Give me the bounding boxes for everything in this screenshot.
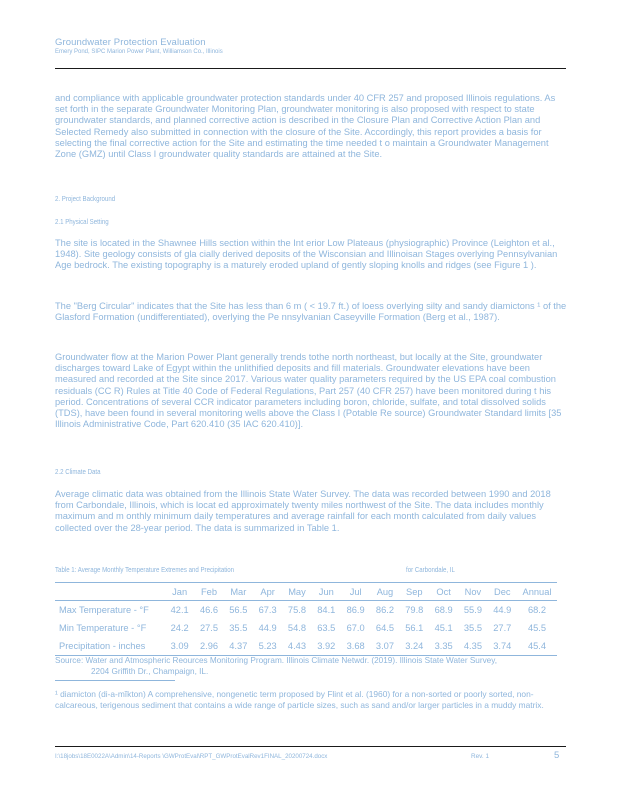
table-cell: 27.7 [493, 623, 512, 633]
physical-setting-text-3: Groundwater flow at the Marion Power Plant generally trends tothe north northeast, but locally at the Site, groundwater discharges toward Lake of Egypt within the unlithified deposits and fill materials. Groundwater elevations have been measured and recorded at the Site since 2017. Various water quality parameters required by the US EPA coal combustion residuals (CC R) Rules at Title 40 Code of Federal Regulations, Part 257 (40 CFR 257) have been monitored during t his period. Concentrations of several CCR indicator parameters including boron, chloride, sulfate, and total dissolved solids (TDS), have been found in several monitoring wells above the Class I (Potable Re source) Groundwater Standard limits [35 Illinois Administrative Code, Part 620.410 (35 IAC 620.410)]. [55, 352, 562, 430]
table-cell: 4.35 [458, 637, 487, 656]
header-divider [55, 68, 566, 69]
table-cell: 67.0 [346, 623, 365, 633]
table-header-cell: Jun [312, 583, 341, 601]
table-cell: 35.5 [229, 623, 248, 633]
footnote: ¹ diamicton (di-a-mĭkton) A comprehensive, nongenetic term proposed by Flint et al. (1960) for a non-sorted or poorly sorted, non-calcareous, terigenous sediment that contains a wide range of particle sizes, such as sand and/or larger particles in a muddy matrix. [55, 689, 544, 711]
intro-paragraph-text: and compliance with applicable groundwater protection standards under 40 CFR 257 and proposed Illinois regulations. As set forth in the separate Groundwater Monitoring Plan, groundwater monitoring is also proposed with respect to state groundwater standards, and planned corrective action is described in the Closure Plan and Corrective Action Plan and Selected Remedy also submitted in connection with the closure of the Site. Accordingly, this report provides a basis for selecting the final corrective action for the Site and estimating the time needed t o maintain a Groundwater Management Zone (GMZ) until Class I groundwater quality standards are attained at the Site. [55, 93, 556, 160]
table-cell: 45.4 [517, 637, 557, 656]
table-cell: 44.9 [258, 623, 277, 633]
table-cell: 84.1 [317, 605, 336, 615]
table-cell: 55.9 [463, 605, 482, 615]
table-header-row [55, 583, 557, 601]
physical-setting-paragraph-2 [55, 301, 570, 323]
table-cell: 42.1 [170, 605, 189, 615]
physical-setting-text-1: The site is located in the Shawnee Hills section within the Int erior Low Plateaus (physiographic) Province (Leighton et al., 1948). Site geology consists of gla cially derived deposits of the Wisconsian and Illinoisan Stages overlying Pennsylvanian Age bedrock. The existing topography is a maturely eroded upland of gently sloping knolls and ridges (see Figure 1 ). [55, 238, 558, 271]
table-cell: 56.5 [229, 605, 248, 615]
table-cell: 2.96 [194, 637, 223, 656]
table-header-cell: Mar [224, 583, 253, 601]
table-cell: 5.23 [253, 637, 282, 656]
table-cell: 4.43 [282, 637, 311, 656]
table-cell: 86.9 [346, 605, 365, 615]
table-cell: 54.8 [287, 623, 307, 633]
table-cell: 45.1 [434, 623, 453, 633]
table-caption-title: Table 1: Average Monthly Temperature Extremes and Precipitation [55, 565, 235, 574]
table-row [55, 601, 557, 620]
physical-setting-paragraph-1 [55, 238, 570, 272]
table-header-cell: Nov [458, 583, 487, 601]
section-heading-climate-data: 2.2 Climate Data [55, 467, 101, 476]
table-header-cell: Jan [165, 583, 194, 601]
table-cell: 46.6 [199, 605, 219, 615]
climate-paragraph [55, 489, 570, 534]
physical-setting-text-2: The "Berg Circular" indicates that the Site has less than 6 m ( < 19.7 ft.) of loess overlying silty and sandy diamictons ¹ of the Glasford Formation (undifferentiated), overlying the Pe nnsylvanian Caseyville Formation (Berg et al., 1987). [55, 301, 567, 323]
source-line-2: 2204 Griffith Dr., Champaign, IL. [91, 666, 209, 676]
footer-divider [55, 746, 566, 747]
table-row [55, 637, 557, 656]
climate-table [55, 582, 557, 656]
table-header-cell: Aug [370, 583, 399, 601]
table-header-cell: Apr [253, 583, 282, 601]
footer-revision: Rev. 1 [471, 753, 489, 760]
table-cell: 56.1 [405, 623, 424, 633]
table-header-cell [55, 583, 165, 601]
table-header-cell: Dec [488, 583, 517, 601]
table-cell: 4.37 [224, 637, 253, 656]
table-cell: 64.5 [375, 623, 395, 633]
footer-file-path: I:\18jobs\18E0022A\Admin\14-Reports \GWProtEval\RPT_GWProtEvalRev1FINAL_20200724.docx [55, 753, 328, 760]
table-row [55, 619, 557, 637]
footnote-divider [55, 680, 175, 681]
table-cell: 3.92 [312, 637, 341, 656]
header-subtitle: Emery Pond, SIPC Marion Power Plant, Williamson Co., Illinois [55, 49, 223, 55]
table-cell: 27.5 [199, 623, 219, 633]
source-line-1: Source: Water and Atmospheric Reources Monitoring Program. Illinois Climate Netwdr. (2019). Illinois State Water Survey, [55, 656, 497, 665]
table-cell: 67.3 [258, 605, 277, 615]
table-cell: 3.68 [341, 637, 370, 656]
table-header-cell: Jul [341, 583, 370, 601]
table-cell: 24.2 [170, 623, 189, 633]
table-cell: 75.8 [287, 605, 307, 615]
section-heading-project-background: 2. Project Background [55, 194, 116, 203]
table-cell: 68.2 [527, 605, 547, 615]
table-header-cell: Feb [194, 583, 223, 601]
row-label: Max Temperature - °F [59, 605, 149, 615]
section-heading-physical-setting: 2.1 Physical Setting [55, 217, 109, 226]
table-source-note [55, 656, 575, 677]
climate-paragraph-text: Average climatic data was obtained from the Illinois State Water Survey. The data was recorded between 1990 and 2018 from Carbondale, Illinois, which is locat ed approximately twenty miles northwest of the Site. The data includes monthly maximum and m onthly minimum daily temperatures and average rainfall for each month calculated from daily values collected over the 28-year period. The data is summarized in Table 1. [55, 489, 551, 533]
table-cell: 79.8 [405, 605, 424, 615]
table-cell: 3.74 [488, 637, 517, 656]
table-cell: 63.5 [317, 623, 336, 633]
row-label: Min Temperature - °F [59, 623, 147, 633]
table-cell: 3.35 [429, 637, 458, 656]
header-title: Groundwater Protection Evaluation [55, 37, 206, 48]
table-header-cell: May [282, 583, 311, 601]
table-header-cell: Sep [400, 583, 429, 601]
table-header-cell: Oct [429, 583, 458, 601]
table-cell: 35.5 [463, 623, 482, 633]
intro-paragraph [55, 93, 570, 160]
table-header-cell: Annual [517, 583, 557, 601]
table-caption-location: for Carbondale, IL [406, 565, 455, 574]
table-cell: 3.24 [400, 637, 429, 656]
table-cell: 44.9 [493, 605, 512, 615]
page-number: 5 [554, 750, 560, 761]
physical-setting-paragraph-3 [55, 352, 570, 430]
table-cell: 3.09 [165, 637, 194, 656]
table-cell: 45.5 [527, 623, 547, 633]
table-cell: 86.2 [375, 605, 395, 615]
table-cell: 3.07 [370, 637, 399, 656]
table-cell: 68.9 [434, 605, 453, 615]
row-label: Precipitation - inches [55, 637, 165, 656]
